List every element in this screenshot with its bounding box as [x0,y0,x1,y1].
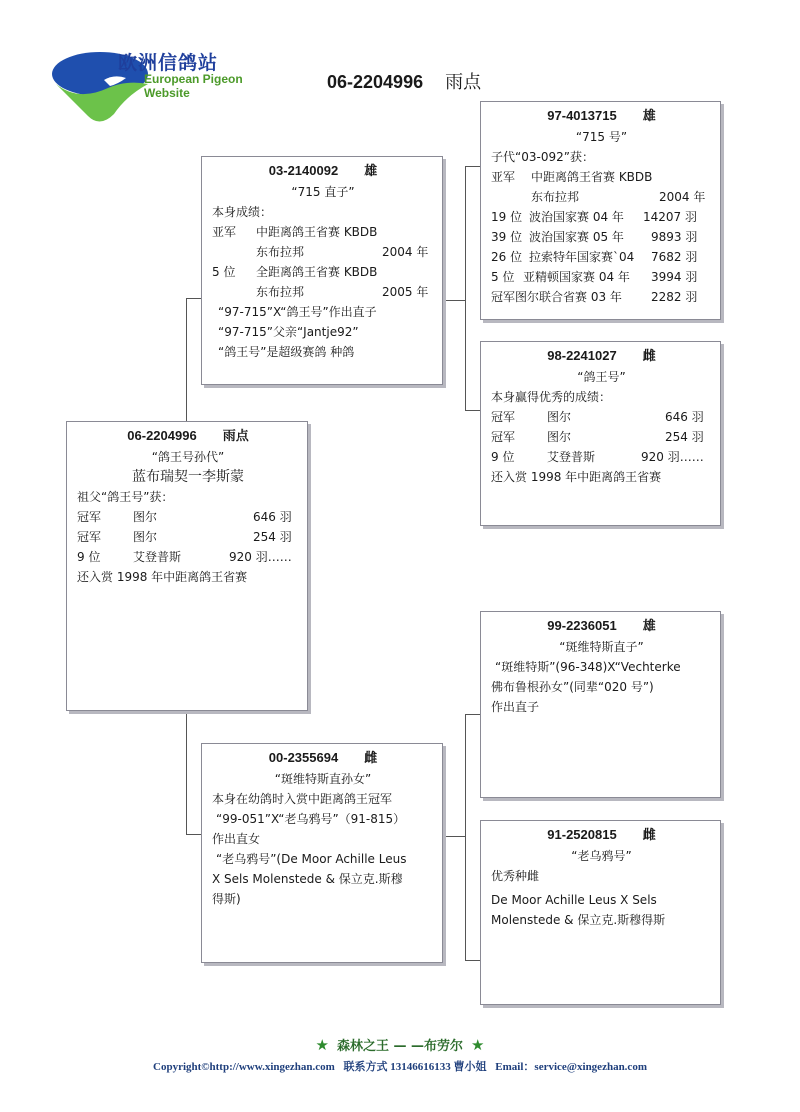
dam-line: 作出直女 [212,832,261,846]
result-birds: 920 羽…… [641,450,704,464]
gs1-sex: 雄 [642,109,656,124]
page-title [327,68,481,94]
logo-english-line2: Website [144,86,190,100]
site-logo [48,44,278,126]
gs2-sex: 雄 [642,619,656,634]
result-row [491,227,712,247]
subject-pigeon-card [66,421,308,711]
result-birds: 254 羽 [253,530,292,544]
result-row [77,547,299,567]
result-row [212,262,434,282]
logo-english-text [144,72,243,100]
subject-ring: 06-2204996 [127,428,197,443]
result-rank: 5 位 [212,265,236,279]
paternal-grandsire-card [480,101,721,320]
connector-line [465,714,466,961]
connector-line [442,300,466,301]
footer-info [0,1058,800,1074]
result-birds: 3994 羽 [651,270,698,284]
result-row [491,407,712,427]
result-birds: 2282 羽 [651,290,698,304]
dam-card [201,743,443,963]
gd1-footer: 还入赏 1998 年中距离鸽王省赛 [491,470,662,484]
maternal-grandsire-card [480,611,721,798]
result-rank: 5 位 [491,270,515,284]
sire-intro: 本身成绩： [212,205,273,219]
gd2-line: 优秀种雌 [491,869,540,883]
sire-header [212,161,434,182]
result-race: 亚精顿国家赛 04 年 [523,270,630,284]
gd2-subtitle: “老乌鸦号” [571,849,632,863]
connector-line [465,166,480,167]
subject-footer: 还入赏 1998 年中距离鸽王省赛 [77,570,248,584]
result-race: 图尔 [133,510,158,524]
result-row [212,222,434,242]
result-rank: 26 位 [491,250,523,264]
star-icon: ★ [471,1036,485,1054]
gs2-line: 作出直子 [491,700,540,714]
result-birds: 646 羽 [253,510,292,524]
gd1-intro: 本身赢得优秀的成绩： [491,390,612,404]
gd2-ring: 91-2520815 [547,827,617,842]
connector-line [186,711,187,835]
dam-line: 得斯) [212,892,241,906]
result-row [491,207,712,227]
subject-bloodline: 蓝布瑞契一李斯蒙 [132,469,244,485]
result-row [491,187,712,207]
result-race: 中距离鸽王省赛 KBDB [531,170,653,184]
sire-sex: 雄 [364,164,378,179]
footer-slogan [0,1035,800,1054]
result-region: 东布拉邦 [531,190,580,204]
connector-line [465,410,480,411]
result-rank: 冠军 [77,510,102,524]
result-race: 波治国家赛 04 年 [529,210,624,224]
subject-subtitle: “鸽王号孙代” [151,450,225,464]
connector-line [465,714,480,715]
connector-line [186,298,202,299]
title-name: 雨点 [445,72,482,93]
result-rank: 亚军 [491,170,516,184]
result-birds: 14207 羽 [643,210,697,224]
result-row [491,287,712,307]
result-race: 艾登普斯 [547,450,596,464]
sire-subtitle: “715 直子” [291,185,355,199]
gs2-line: 佛布鲁根孙女”(同辈“020 号”) [491,680,654,694]
subject-intro: 祖父“鸽王号”获： [77,490,174,504]
result-birds: 7682 羽 [651,250,698,264]
result-race: 全距离鸽王省赛 KBDB [256,265,378,279]
result-race: 图尔 [547,410,572,424]
result-row [491,247,712,267]
result-rank: 39 位 [491,230,523,244]
result-row [491,427,712,447]
result-year: 2004 年 [382,245,429,259]
sire-ring: 03-2140092 [268,163,339,178]
star-icon: ★ [315,1036,329,1054]
gs2-header [491,616,712,637]
gd2-sex: 雌 [642,828,656,843]
result-row [212,282,434,302]
result-race: 冠军图尔联合省赛 03 年 [491,290,622,304]
dam-header [212,748,434,769]
result-race: 图尔 [547,430,572,444]
dam-sex: 雌 [364,751,378,766]
logo-chinese-text: 欧洲信鸽站 [118,52,219,74]
result-race: 艾登普斯 [133,550,182,564]
result-rank: 9 位 [491,450,515,464]
gs2-subtitle: “斑维特斯直子” [559,640,644,654]
connector-line [186,834,202,835]
result-row [491,167,712,187]
sire-note: “97-715”父亲“Jantje92” [218,325,359,339]
gs1-subtitle: “715 号” [575,130,628,144]
result-rank: 亚军 [212,225,237,239]
result-rank: 冠军 [77,530,102,544]
connector-line [442,836,466,837]
dam-line: X Sels Molenstede & 保立克.斯穆 [212,872,403,886]
result-row [212,242,434,262]
result-race: 拉索特年国家赛`04 [529,250,635,264]
result-row [77,507,299,527]
gs2-ring: 99-2236051 [547,618,617,633]
result-race: 图尔 [133,530,158,544]
result-rank: 冠军 [491,430,516,444]
result-region: 东布拉邦 [256,285,305,299]
dam-subtitle: “斑维特斯直孙女” [274,772,372,786]
sire-card [201,156,443,385]
dam-line: 本身在幼鸽时入赏中距离鸽王冠军 [212,792,393,806]
gs1-header [491,106,712,127]
result-row [77,527,299,547]
result-row [491,447,712,467]
gd2-line: De Moor Achille Leus X Sels [491,893,657,907]
gs1-ring: 97-4013715 [547,108,617,123]
footer-email-link[interactable]: Email：service@xingezhan.com [495,1061,647,1073]
paternal-granddam-card [480,341,721,526]
result-region: 东布拉邦 [256,245,305,259]
logo-english-line1: European Pigeon [144,72,243,86]
dam-line: “老乌鸦号”(De Moor Achille Leus [216,852,407,866]
result-birds: 920 羽…… [229,550,292,564]
sire-note: “鸽王号”是超级赛鸽 种鸽 [218,345,355,359]
connector-line [465,166,466,411]
result-race: 中距离鸽王省赛 KBDB [256,225,378,239]
gs2-line: “斑维特斯”(96-348)X“Vechterke [495,660,681,674]
result-birds: 9893 羽 [651,230,698,244]
dam-line: “99-051”X“老乌鸦号”（91-815） [216,812,406,826]
connector-line [465,960,480,961]
result-rank: 冠军 [491,410,516,424]
maternal-granddam-card [480,820,721,1005]
gs1-intro: 子代“03-092”获： [491,150,594,164]
result-birds: 254 羽 [665,430,704,444]
dam-ring: 00-2355694 [268,750,339,765]
sire-note: “97-715”X“鸽王号”作出直子 [218,305,377,319]
gd1-ring: 98-2241027 [547,348,617,363]
footer-slogan-text: 森林之王 — —布劳尔 [336,1039,464,1054]
result-row [491,267,712,287]
result-year: 2004 年 [659,190,706,204]
gd2-header [491,825,712,846]
footer-copyright-link[interactable]: Copyright©http://www.xingezhan.com [153,1061,335,1073]
connector-line [186,298,187,421]
gd2-line: Molenstede & 保立克.斯穆得斯 [491,913,666,927]
subject-header [77,426,299,447]
subject-name: 雨点 [222,429,249,444]
gd1-subtitle: “鸽王号” [577,370,626,384]
result-race: 波治国家赛 05 年 [529,230,624,244]
result-rank: 9 位 [77,550,101,564]
result-year: 2005 年 [382,285,429,299]
footer-contact: 联系方式 13146616133 曹小姐 [343,1061,487,1073]
gd1-header [491,346,712,367]
title-ring: 06-2204996 [327,72,424,92]
result-birds: 646 羽 [665,410,704,424]
gd1-sex: 雌 [642,349,656,364]
result-rank: 19 位 [491,210,523,224]
